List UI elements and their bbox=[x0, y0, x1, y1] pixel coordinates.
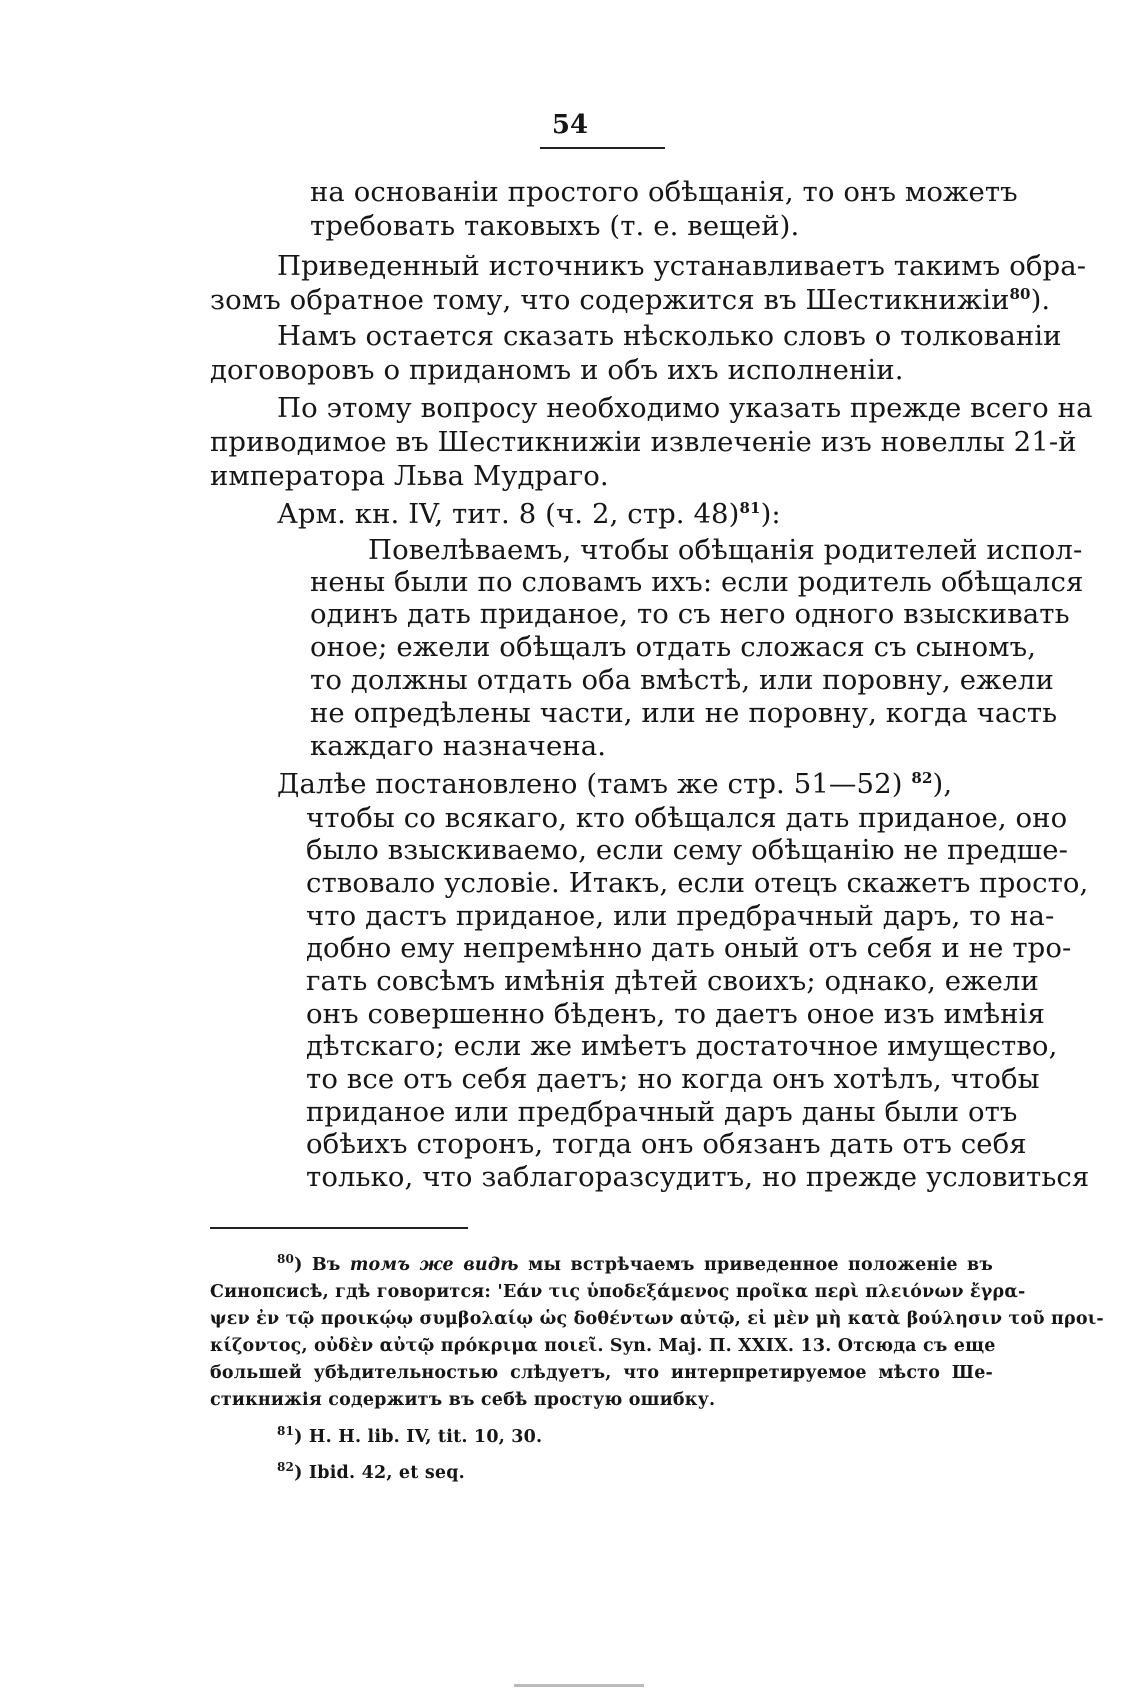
text-line: договоровъ о приданомъ и объ ихъ исполненіи. bbox=[210, 354, 904, 386]
text-line: требовать таковыхъ (т. е. вещей). bbox=[310, 210, 800, 242]
footnote-number: 80 bbox=[277, 1252, 295, 1267]
quote-line: что дастъ приданое, или предбрачный даръ, то на- bbox=[306, 900, 1055, 932]
text-line bbox=[277, 498, 781, 530]
text-span: Въ bbox=[311, 1255, 350, 1275]
quote-line: ствовало условіе. Итакъ, если отецъ скажетъ просто, bbox=[306, 867, 1089, 899]
quote-line: дѣтскаго; если же имѣетъ достаточное имущество, bbox=[306, 1030, 1058, 1062]
footnote-number: 82 bbox=[277, 1460, 295, 1475]
text-span: Ibid. 42, et seq. bbox=[308, 1463, 465, 1483]
quote-line: одинъ дать приданое, то съ него одного взыскивать bbox=[310, 598, 1070, 630]
footnote-number: 81 bbox=[277, 1424, 295, 1439]
quote-line: гать совсѣмъ имѣнія дѣтей своихъ; однако, ежели bbox=[306, 965, 1039, 997]
footnote-81: $^{81}$) H. H. lib. IV, tit. 10, 30. bbox=[277, 1424, 543, 1447]
footnote-80-line: стикнижія содержитъ въ себѣ простую ошибку. bbox=[210, 1390, 716, 1410]
quote-line: оное; ежели обѣщалъ отдать сложася съ сыномъ, bbox=[310, 631, 1037, 663]
footnote-ref-80[interactable]: 80 bbox=[1009, 284, 1031, 303]
page-number-rule bbox=[540, 147, 665, 149]
text-line: императора Льва Мудраго. bbox=[210, 460, 609, 492]
quote-line: было взыскиваемо, если сему обѣщанію не предше- bbox=[306, 834, 1069, 866]
quote-line: нены были по словамъ ихъ: если родитель обѣщался bbox=[310, 566, 1084, 598]
quote-line: обѣихъ сторонъ, тогда онъ обязанъ дать отъ себя bbox=[306, 1128, 1027, 1160]
page-number: 54 bbox=[551, 110, 589, 140]
footnote-ref-81[interactable]: 81 bbox=[739, 498, 761, 517]
quote-line: не опредѣлены части, или не поровну, когда часть bbox=[310, 697, 1058, 729]
footnote-80-line: $^{80}$) Въ томъ же видѣ мы встрѣчаемъ приведенное положеніе въ bbox=[277, 1252, 993, 1275]
quote-line: только, что заблагоразсудитъ, но прежде условиться bbox=[306, 1161, 1090, 1193]
quote-line: приданое или предбрачный даръ даны были отъ bbox=[306, 1096, 1018, 1128]
footnote-separator bbox=[210, 1227, 468, 1229]
footnote-80-line: большей убѣдительностью слѣдуетъ, что интерпретируемое мѣсто Ше- bbox=[210, 1363, 993, 1383]
quote-line: Повелѣваемъ, чтобы обѣщанія родителей испол- bbox=[368, 534, 1083, 566]
text-line: приводимое въ Шестикнижіи извлеченіе изъ новеллы 21-й bbox=[210, 426, 1077, 458]
text-span: Арм. кн. IV, тит. 8 (ч. 2, стр. 48) bbox=[277, 498, 740, 530]
text-span: Далѣе постановлено (тамъ же стр. 51—52) bbox=[277, 768, 903, 800]
text-span: зомъ обратное тому, что содержится въ Шестикнижіи bbox=[210, 284, 1010, 316]
quote-line: то все отъ себя даетъ; но когда онъ хотѣлъ, чтобы bbox=[306, 1063, 1040, 1095]
text-span: мы встрѣчаемъ приведенное положеніе въ bbox=[518, 1255, 993, 1275]
quote-line: добно ему непремѣнно дать оный отъ себя и не тро- bbox=[306, 932, 1072, 964]
text-line bbox=[277, 768, 952, 800]
text-line: Намъ остается сказать нѣсколько словъ о толкованіи bbox=[277, 320, 1062, 352]
text-line: Приведенный источникъ устанавливаетъ такимъ обра- bbox=[277, 250, 1087, 282]
text-span: ): bbox=[760, 498, 781, 530]
quote-line: чтобы со всякаго, кто обѣщался дать приданое, оно bbox=[306, 802, 1068, 834]
quote-line: каждаго назначена. bbox=[310, 730, 607, 762]
text-span: ). bbox=[1030, 284, 1051, 316]
footnote-ref-82[interactable]: 82 bbox=[911, 768, 933, 787]
text-line: По этому вопросу необходимо указать прежде всего на bbox=[277, 392, 1093, 424]
footnote-82: $^{82}$) Ibid. 42, et seq. bbox=[277, 1460, 465, 1483]
footnote-80-line: κίζοντος, οὐδὲν αὐτῷ πρόκριμα ποιεῖ. Syn. Maj. П. XXIX. 13. Отсюда съ еще bbox=[210, 1336, 996, 1356]
italic-span: томъ же видѣ bbox=[349, 1255, 519, 1275]
quote-line: то должны отдать оба вмѣстѣ, или поровну, ежели bbox=[310, 664, 1054, 696]
quote-line: онъ совершенно бѣденъ, то даетъ оное изъ имѣнія bbox=[306, 998, 1045, 1030]
text-line: на основаніи простого обѣщанія, то онъ можетъ bbox=[310, 176, 1018, 208]
text-line bbox=[210, 284, 1050, 316]
text-span: ), bbox=[932, 768, 953, 800]
text-span: H. H. lib. IV, tit. 10, 30. bbox=[308, 1427, 543, 1447]
footnote-80-line: Синопсисѣ, гдѣ говорится: 'Εάν τις ὑποδεξάμενος προῖκα περὶ πλειόνων ἔγρα- bbox=[210, 1282, 1026, 1302]
footnote-80-line: ψεν ἐν τῷ προικῴῳ συμβολαίῳ ὡς δοθέντων αὐτῷ, εἰ μὲν μὴ κατὰ βούλησιν τοῦ προι- bbox=[210, 1309, 1104, 1329]
bottom-edge-mark bbox=[514, 1684, 644, 1687]
